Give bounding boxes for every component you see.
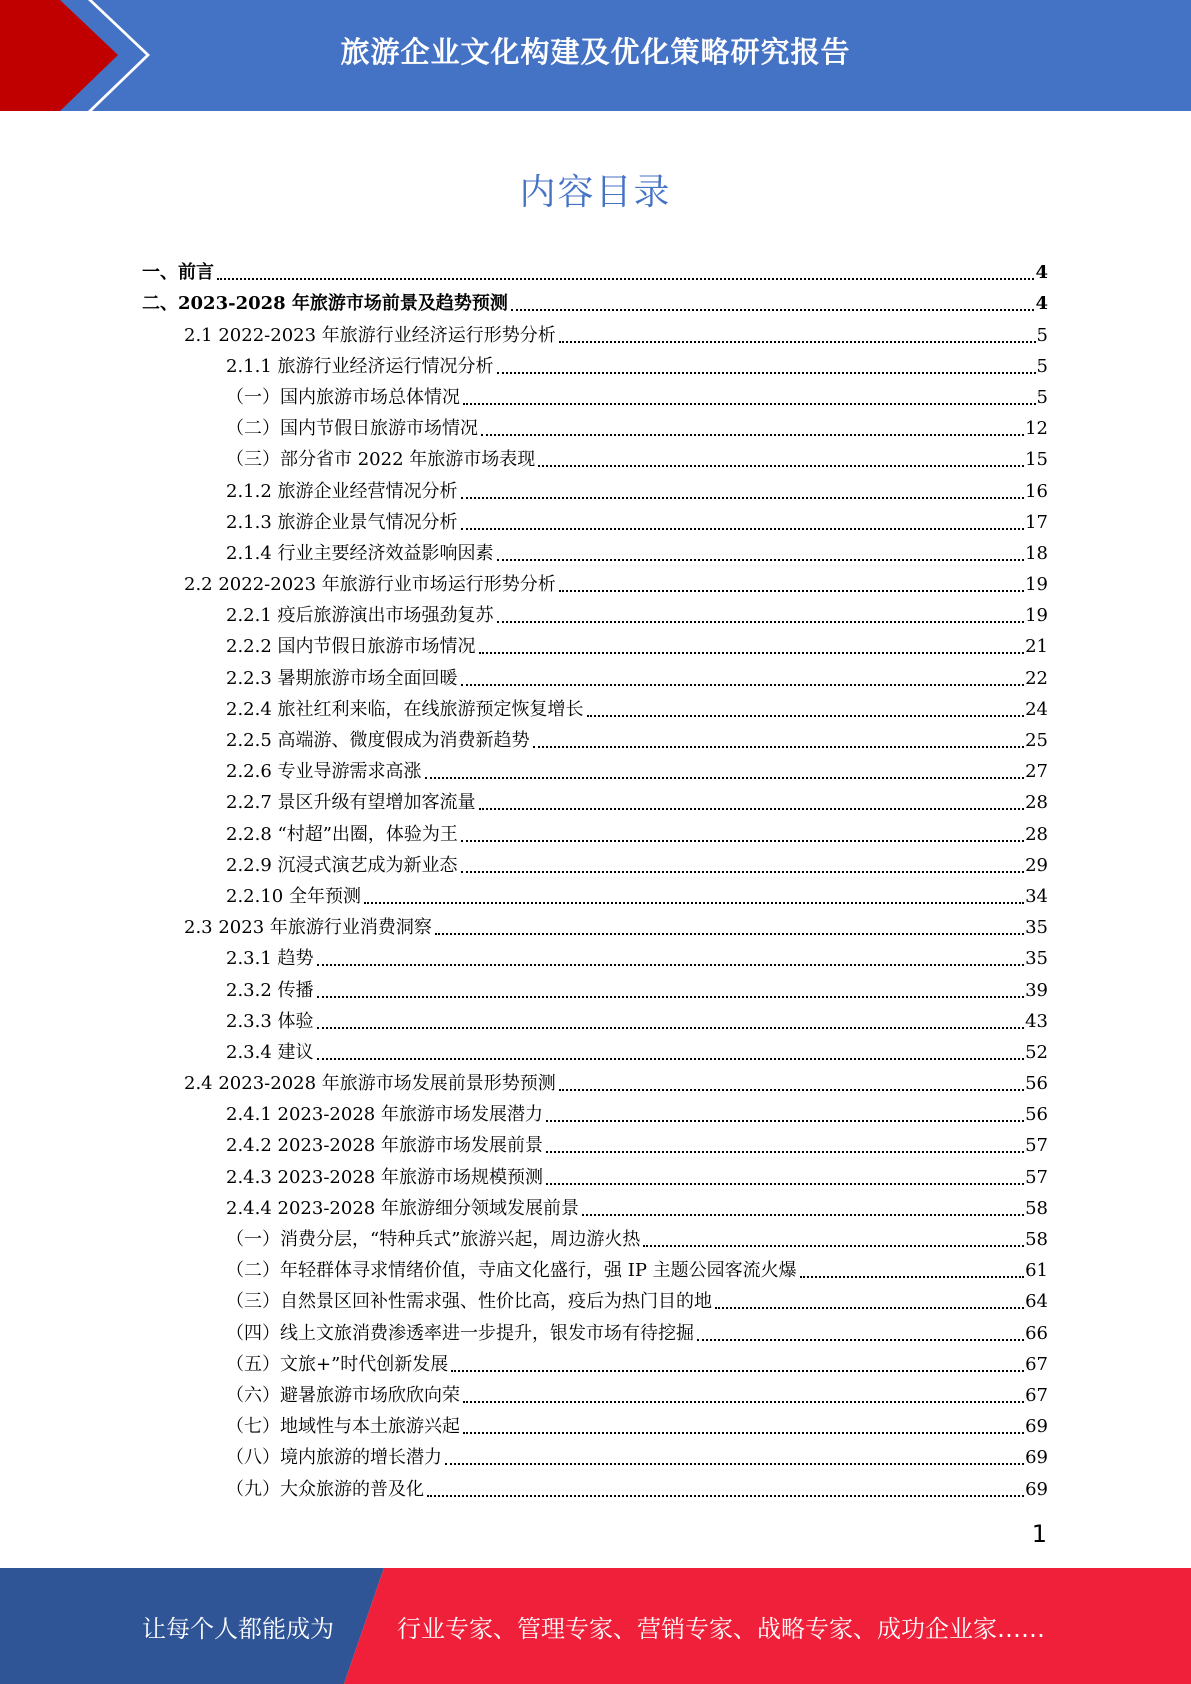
toc-entry[interactable] xyxy=(142,1470,1048,1501)
toc-entry[interactable] xyxy=(142,535,1048,566)
toc-entry[interactable] xyxy=(142,909,1048,940)
toc-entry-label: 2.2.7 景区升级有望增加客流量 xyxy=(226,792,476,814)
toc-entry-page: 35 xyxy=(1025,917,1048,939)
toc-entry[interactable] xyxy=(142,597,1048,628)
toc-entry-label: 2.1.2 旅游企业经营情况分析 xyxy=(226,480,458,502)
toc-dot-leader xyxy=(317,1057,1025,1060)
toc-entry[interactable] xyxy=(142,691,1048,722)
toc-entry-page: 52 xyxy=(1025,1041,1048,1063)
toc-entry-page: 24 xyxy=(1025,698,1048,720)
toc-entry-label: 2.1.1 旅游行业经济运行情况分析 xyxy=(226,355,494,377)
toc-entry-label: （八）境内旅游的增长潜力 xyxy=(226,1447,442,1469)
toc-entry[interactable] xyxy=(142,847,1048,878)
toc-dot-leader xyxy=(461,870,1025,873)
footer-slogan-left: 让每个人都能成为 xyxy=(142,1614,334,1643)
toc-dot-leader xyxy=(463,1400,1024,1403)
toc-entry-page: 67 xyxy=(1025,1384,1048,1406)
toc-entry-label: 2.3.1 趋势 xyxy=(226,948,314,970)
toc-entry-label: 2.2.3 暑期旅游市场全面回暖 xyxy=(226,667,458,689)
toc-entry[interactable] xyxy=(142,1346,1048,1377)
toc-entry-label: 2.2 2022-2023 年旅游行业市场运行形势分析 xyxy=(184,574,556,596)
toc-entry-page: 35 xyxy=(1025,948,1048,970)
toc-entry-label: 一、前言 xyxy=(142,262,214,284)
toc-entry-label: 2.4 2023-2028 年旅游市场发展前景形势预测 xyxy=(184,1073,556,1095)
toc-entry-label: 2.2.4 旅社红利来临，在线旅游预定恢复增长 xyxy=(226,698,584,720)
toc-entry[interactable] xyxy=(142,784,1048,815)
toc-entry[interactable] xyxy=(142,410,1048,441)
toc-entry-page: 5 xyxy=(1036,324,1048,346)
toc-dot-leader xyxy=(461,496,1025,499)
toc-entry[interactable] xyxy=(142,628,1048,659)
toc-dot-leader xyxy=(643,1244,1024,1247)
toc-entry-label: 2.4.3 2023-2028 年旅游市场规模预测 xyxy=(226,1166,543,1188)
toc-entry-label: （三）自然景区回补性需求强、性价比高，疫后为热门目的地 xyxy=(226,1291,712,1313)
toc-entry[interactable] xyxy=(142,753,1048,784)
toc-entry-label: （六）避暑旅游市场欣欣向荣 xyxy=(226,1384,460,1406)
toc-entry-page: 43 xyxy=(1025,1010,1048,1032)
toc-entry-page: 5 xyxy=(1036,355,1048,377)
toc-entry-label: （二）国内节假日旅游市场情况 xyxy=(226,418,478,440)
toc-entry[interactable] xyxy=(142,1065,1048,1096)
toc-entry[interactable] xyxy=(142,878,1048,909)
toc-entry-page: 15 xyxy=(1025,449,1048,471)
page-footer xyxy=(0,1568,1191,1684)
toc-entry[interactable] xyxy=(142,348,1048,379)
toc-entry-page: 27 xyxy=(1025,761,1048,783)
toc-dot-leader xyxy=(582,1213,1024,1216)
toc-entry-label: 2.4.1 2023-2028 年旅游市场发展潜力 xyxy=(226,1104,543,1126)
toc-entry[interactable] xyxy=(142,1221,1048,1252)
toc-dot-leader xyxy=(479,807,1025,810)
toc-entry-label: 2.1.3 旅游企业景气情况分析 xyxy=(226,511,458,533)
toc-entry-label: 2.3 2023 年旅游行业消费洞察 xyxy=(184,917,432,939)
toc-entry-label: 2.1.4 行业主要经济效益影响因素 xyxy=(226,542,494,564)
toc-dot-leader xyxy=(463,1431,1024,1434)
toc-entry-page: 69 xyxy=(1025,1416,1048,1438)
toc-entry-label: 2.4.4 2023-2028 年旅游细分领域发展前景 xyxy=(226,1197,579,1219)
toc-dot-leader xyxy=(546,1119,1024,1122)
toc-entry-label: 2.2.5 高端游、微度假成为消费新趋势 xyxy=(226,730,530,751)
toc-entry[interactable] xyxy=(142,1158,1048,1189)
toc-entry[interactable] xyxy=(142,659,1048,690)
toc-entry[interactable] xyxy=(142,504,1048,535)
toc-entry-page: 12 xyxy=(1025,418,1048,440)
toc-entry-page: 58 xyxy=(1025,1197,1048,1219)
toc-entry-label: 2.2.1 疫后旅游演出市场强劲复苏 xyxy=(226,605,494,627)
toc-entry-page: 69 xyxy=(1025,1478,1048,1500)
toc-entry-page: 56 xyxy=(1025,1104,1048,1126)
toc-entry-label: 2.2.9 沉浸式演艺成为新业态 xyxy=(226,854,458,876)
toc-entry[interactable] xyxy=(142,1314,1048,1345)
toc-entry-label: 2.2.10 全年预测 xyxy=(226,885,361,907)
toc-entry[interactable] xyxy=(142,379,1048,410)
toc-dot-leader xyxy=(715,1306,1024,1309)
toc-entry-page: 17 xyxy=(1025,511,1048,533)
toc-entry[interactable] xyxy=(142,971,1048,1002)
toc-entry-page: 22 xyxy=(1025,667,1048,689)
page-number: 1 xyxy=(1031,1520,1047,1548)
toc-dot-leader xyxy=(497,620,1025,623)
toc-entry-label: （七）地域性与本土旅游兴起 xyxy=(226,1416,460,1438)
toc-entry-label: 2.2.6 专业导游需求高涨 xyxy=(226,761,422,783)
toc-dot-leader xyxy=(800,1275,1024,1278)
report-title: 旅游企业文化构建及优化策略研究报告 xyxy=(340,34,851,69)
toc-entry[interactable] xyxy=(142,1096,1048,1127)
toc-entry-page: 67 xyxy=(1025,1353,1048,1375)
toc-dot-leader xyxy=(546,1182,1024,1185)
toc-entry-label: 二、2023-2028 年旅游市场前景及趋势预测 xyxy=(142,293,508,315)
toc-entry-label: 2.3.3 体验 xyxy=(226,1010,314,1032)
toc-entry-page: 39 xyxy=(1025,979,1048,1001)
footer-slogan-right: 行业专家、管理专家、营销专家、战略专家、成功企业家…… xyxy=(397,1614,1045,1643)
toc-dot-leader xyxy=(461,527,1025,530)
toc-dot-leader xyxy=(559,340,1036,343)
toc-entry[interactable] xyxy=(142,285,1048,316)
toc-entry[interactable] xyxy=(142,940,1048,971)
toc-entry-page: 56 xyxy=(1025,1073,1048,1095)
toc-dot-leader xyxy=(587,714,1025,717)
toc-dot-leader xyxy=(546,1150,1024,1153)
toc-dot-leader xyxy=(463,402,1036,405)
toc-entry-page: 25 xyxy=(1025,730,1048,751)
toc-entry[interactable] xyxy=(142,815,1048,846)
toc-entry[interactable] xyxy=(142,566,1048,597)
toc-entry[interactable] xyxy=(142,1408,1048,1439)
toc-entry-page: 57 xyxy=(1025,1135,1048,1157)
page-header xyxy=(0,0,1191,111)
toc-dot-leader xyxy=(497,558,1025,561)
toc-entry-page: 4 xyxy=(1035,262,1048,284)
toc-entry[interactable] xyxy=(142,472,1048,503)
toc-dot-leader xyxy=(533,745,1025,748)
toc-entry-label: 2.4.2 2023-2028 年旅游市场发展前景 xyxy=(226,1135,543,1157)
toc-heading: 内容目录 xyxy=(519,172,672,213)
toc-dot-leader xyxy=(481,433,1024,436)
toc-entry-page: 61 xyxy=(1025,1260,1048,1282)
toc-dot-leader xyxy=(317,1026,1025,1029)
toc-entry[interactable] xyxy=(142,722,1048,753)
toc-dot-leader xyxy=(538,464,1024,467)
toc-entry-page: 57 xyxy=(1025,1166,1048,1188)
toc-dot-leader xyxy=(461,683,1025,686)
toc-entry-page: 34 xyxy=(1025,885,1048,907)
table-of-contents xyxy=(142,254,1048,1502)
toc-entry-label: 2.1 2022-2023 年旅游行业经济运行形势分析 xyxy=(184,324,556,346)
toc-entry[interactable] xyxy=(142,1003,1048,1034)
toc-entry[interactable] xyxy=(142,316,1048,347)
toc-dot-leader xyxy=(559,1088,1024,1091)
toc-entry-label: 2.2.8 “村超”出圈，体验为王 xyxy=(226,823,458,845)
toc-dot-leader xyxy=(425,776,1025,779)
toc-entry-page: 5 xyxy=(1036,386,1048,408)
toc-entry-page: 66 xyxy=(1025,1322,1048,1344)
toc-entry-page: 64 xyxy=(1025,1291,1048,1313)
toc-dot-leader xyxy=(479,651,1025,654)
toc-entry-label: 2.2.2 国内节假日旅游市场情况 xyxy=(226,636,476,658)
toc-entry-label: （一）国内旅游市场总体情况 xyxy=(226,386,460,408)
toc-dot-leader xyxy=(511,308,1035,311)
toc-entry-page: 18 xyxy=(1025,542,1048,564)
toc-entry[interactable] xyxy=(142,1283,1048,1314)
toc-entry-label: （二）年轻群体寻求情绪价值，寺庙文化盛行，强 IP 主题公园客流火爆 xyxy=(226,1260,797,1282)
toc-entry-label: （一）消费分层，“特种兵式”旅游兴起，周边游火热 xyxy=(226,1229,641,1250)
toc-entry-page: 58 xyxy=(1025,1229,1048,1250)
toc-dot-leader xyxy=(364,901,1024,904)
toc-entry[interactable] xyxy=(142,254,1048,285)
toc-entry[interactable] xyxy=(142,1034,1048,1065)
toc-entry[interactable] xyxy=(142,1439,1048,1470)
toc-dot-leader xyxy=(559,589,1024,592)
toc-entry-label: （四）线上文旅消费渗透率进一步提升，银发市场有待挖掘 xyxy=(226,1322,694,1344)
toc-dot-leader xyxy=(435,932,1024,935)
toc-entry-page: 16 xyxy=(1025,480,1048,502)
toc-entry-label: （三）部分省市 2022 年旅游市场表现 xyxy=(226,449,536,471)
toc-dot-leader xyxy=(497,371,1036,374)
toc-dot-leader xyxy=(451,1369,1024,1372)
toc-entry[interactable] xyxy=(142,441,1048,472)
toc-entry[interactable] xyxy=(142,1252,1048,1283)
toc-entry-label: （九）大众旅游的普及化 xyxy=(226,1478,424,1500)
toc-entry[interactable] xyxy=(142,1190,1048,1221)
toc-dot-leader xyxy=(217,277,1034,280)
toc-dot-leader xyxy=(317,995,1025,998)
toc-entry-page: 69 xyxy=(1025,1447,1048,1469)
toc-entry-page: 19 xyxy=(1025,605,1048,627)
toc-dot-leader xyxy=(445,1462,1024,1465)
toc-entry-page: 28 xyxy=(1025,823,1048,845)
toc-entry-label: 2.3.2 传播 xyxy=(226,979,314,1001)
toc-entry[interactable] xyxy=(142,1377,1048,1408)
toc-dot-leader xyxy=(317,963,1025,966)
toc-dot-leader xyxy=(697,1338,1024,1341)
toc-entry[interactable] xyxy=(142,1127,1048,1158)
toc-dot-leader xyxy=(427,1494,1024,1497)
toc-entry-page: 29 xyxy=(1025,854,1048,876)
toc-entry-page: 4 xyxy=(1035,293,1048,315)
toc-entry-page: 19 xyxy=(1025,574,1048,596)
toc-dot-leader xyxy=(461,839,1024,842)
toc-entry-page: 21 xyxy=(1025,636,1048,658)
toc-entry-label: 2.3.4 建议 xyxy=(226,1041,314,1063)
toc-entry-label: （五）文旅+”时代创新发展 xyxy=(226,1353,449,1375)
toc-entry-page: 28 xyxy=(1025,792,1048,814)
